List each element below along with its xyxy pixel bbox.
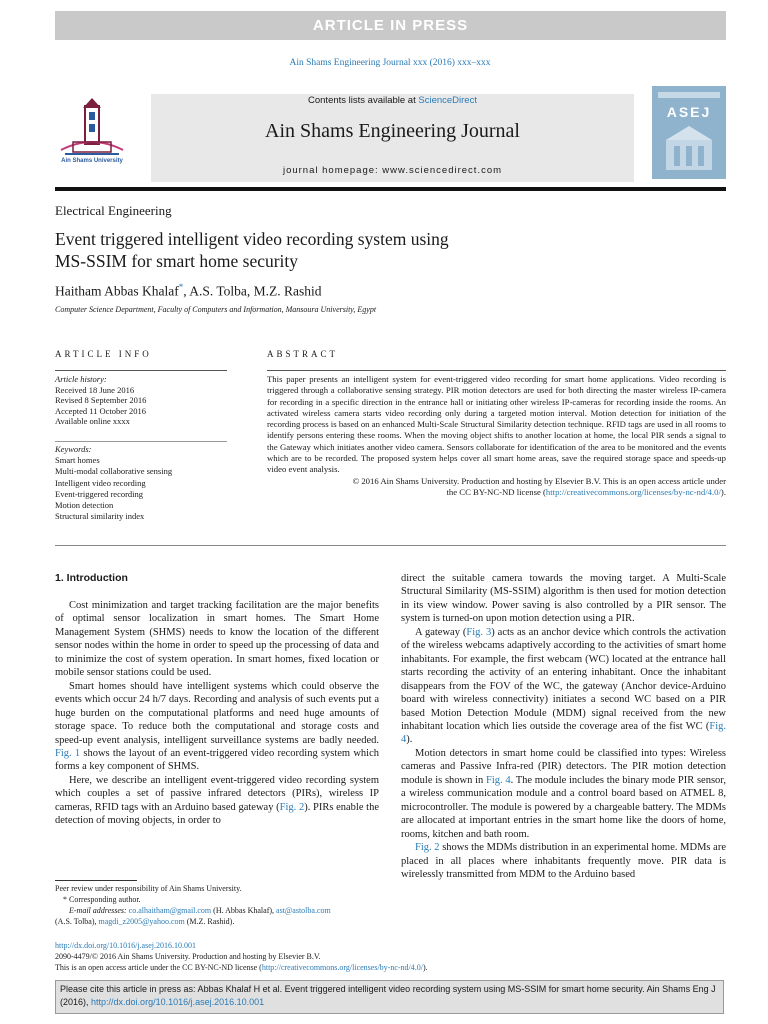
university-logo [55,98,129,172]
email-link[interactable]: magdi_z2005@yahoo.com [98,917,185,926]
article-title-line2: MS-SSIM for smart home security [55,251,299,271]
keyword-list: Keywords: Smart homes Multi-modal collaborative sensing Intelligent video recording Event-triggered recording Motion detection Structural similarity index [55,444,173,522]
abstract-copyright: © 2016 Ain Shams University. Production and hosting by Elsevier B.V. This is an open access article under the CC BY-NC-ND license (http://creativecommons.org/licenses/by-nc-nd/4.0/). [352,475,726,497]
figure-link[interactable]: Fig. 2 [279,801,305,813]
journal-reference-link[interactable]: Ain Shams Engineering Journal xxx (2016) xxx–xxx [289,58,491,68]
paragraph: Cost minimization and target tracking facilitation are the major benefits of optimal sensor localization in smart homes. The Smart Home Management System (SHMS) needs to know the location of the different sensor nodes within the home in order to speed up the processing of data and to minimize the cost of system operation. In smart homes, fixed location or mobile sensor stations could be used. [55,600,379,679]
figure-link[interactable]: Fig. 4 [401,720,726,746]
figure-link[interactable]: Fig. 4 [485,774,511,786]
article-info-rule [55,370,227,371]
email-link[interactable]: co.alhaitham@gmail.com [128,906,212,915]
keyword-item: Structural similarity index [55,511,145,522]
doi-link[interactable]: http://dx.doi.org/10.1016/j.asej.2016.10.001 [55,941,196,950]
body-column-left [55,586,379,828]
article-history: Article history: Received 18 June 2016 Revised 8 September 2016 Accepted 11 October 2016 Available online xxxx [55,374,147,426]
paragraph: A gateway (Fig. 3) acts as an anchor device which controls the activation of the wireless webcams adaptively according to the activities of smart home inhabitants. For example, the first webcam (WC) located at the entrance hall starts recording the activity of an entering inhabitant. Once the inhabitant disappears from the FOV of the WC, the gateway (Anchor device-Arduino board with wireless connectivity) initiates a second WC based on a PIR based Motion Detection Module (MDM) signal received from the new inhabitant location which lies outside the coverage area of the fist WC (Fig. 4). [401,626,726,746]
journal-homepage[interactable]: journal homepage: www.sciencedirect.com [282,165,503,176]
citation-text: Please cite this article in press as: Abbas Khalaf H et al. Event triggered intelligent video recording system using MS-SSIM for smart home security. Ain Shams Eng J (2016), [60,984,716,1007]
keyword-item: Motion detection [55,500,114,511]
keyword-item: Intelligent video recording [55,477,146,488]
cover-title: ASEJ [666,104,712,120]
citation-doi-link[interactable]: http://dx.doi.org/10.1016/j.asej.2016.10.001 [91,996,265,1007]
keyword-item: Smart homes [55,455,100,466]
abstract-rule [267,370,726,371]
logo-caption: Ain Shams University [61,158,123,164]
article-info-heading: ARTICLE INFO [55,349,152,359]
doi-block [55,940,726,973]
figure-link[interactable]: Fig. 2 [415,842,440,854]
article-in-press-banner: ARTICLE IN PRESS [55,11,726,40]
abstract-body [267,374,726,498]
sciencedirect-link[interactable]: ScienceDirect [418,95,477,106]
paragraph: Smart homes should have intelligent systems which could observe the events which occur 24 h/7 days. Recording and analysis of such events put a huge burden on the computational platforms and need huge amounts of storage space. To reduce both the computational and storage costs and speed-up event analysis, intelligent surveillance systems are badly needed. Fig. 1 shows the layout of an event-triggered video recording system which forms a key component of SHMS. [55,680,379,773]
figure-link[interactable]: Fig. 1 [55,747,81,759]
abstract-bottom-rule [55,545,726,546]
license-link[interactable]: http://creativecommons.org/licenses/by-nc-nd/4.0/ [261,963,423,972]
header-rule [55,187,726,191]
keyword-item: Multi-modal collaborative sensing [55,466,173,477]
footnote-rule [55,880,137,881]
email-link[interactable]: ast@astolba.com [276,906,331,915]
open-access-line: This is an open access article under the CC BY-NC-ND license (http://creativecommons.org/licenses/by-nc-nd/4.0/). [55,963,428,972]
section-heading-introduction: 1. Introduction [55,572,128,584]
contents-line: Contents lists available at ScienceDirect [308,95,477,106]
figure-link[interactable]: Fig. 3 [466,626,492,638]
paragraph: Motion detectors in smart home could be classified into types: Wireless cameras and Passive Infra-red (PIR) detectors. The PIR motion detection module is shown in Fig. 4. The module includes the binary mode PIR sensor, a wireless communication module and a control board based on ATMEL 8, microcontroller. The module is powered by a chargeable battery. The MDMs are allocated at important entries in the smart home like the doors of home, rooms, kitchen and bath room. [401,747,726,840]
abstract-text: This paper presents an intelligent system for event-triggered video recording for smart home applications. Video recording is triggered through a collaborative sensing strategy. PIR motion detectors are used for both directing the master wireless IP-camera for recording in a specific direction in the entrance hall or initiating other wireless IP-cameras for recording inside the rooms. An activated wireless camera starts video recording only during a targeted motion interval. Motion detection for initiation of the recording process is based on an enhanced Multi-Scale Structural Similarity detection technique. RFID tags are used in all rooms to identify persons entering these rooms. When the moving object shifts to another location at home, the local PIR sends a signal to the Gateway which initiates another video camera. Sensors collaborate for identification of the area to be monitored and the events which are to be recorded. The proposed system helps cover all smart home areas, save the required storage space and speeds-up video event analysis. [267,374,726,475]
email-addresses: E-mail addresses: co.alhaitham@gmail.com (H. Abbas Khalaf), ast@astolba.com [69,906,331,915]
footnotes: Peer review under responsibility of Ain Shams University. * Corresponding author. E-mail addresses: co.alhaitham@gmail.com (H. Abbas Khalaf), ast@astolba.com (A.S. Tolba), magdi_z2005@yahoo.com (M.Z. Rashid). [55,883,385,927]
issn-line: 2090-4479/© 2016 Ain Shams University. Production and hosting by Elsevier B.V. [55,952,321,961]
section-label: Electrical Engineering [55,203,172,218]
paragraph: Here, we describe an intelligent event-triggered video recording system which couples a set of passive infrared detectors (PIRs), wireless IP cameras, RFID tags with an Arduino based gateway (Fig. 2). PIRs enable the detection of moving objects, in order to [55,774,380,827]
author-first: Haitham Abbas Khalaf [55,283,179,299]
author-rest: , A.S. Tolba, M.Z. Rashid [183,283,322,299]
keywords-rule [55,441,227,442]
paragraph: direct the suitable camera towards the moving target. A Multi-Scale Structural Similarity (MS-SSIM) algorithm is then used for motion detection in its view window. Power saving is also controlled by a PIR sensor. The system is turned-on upon motion detection using a PIR. [401,573,726,625]
affiliation: Computer Science Department, Faculty of Computers and Information, Mansoura University, Egypt [55,305,377,314]
license-link[interactable]: http://creativecommons.org/licenses/by-nc-nd/4.0/ [545,486,721,497]
keyword-item: Event-triggered recording [55,488,144,499]
corresponding-author-note: * Corresponding author. [63,895,141,904]
author-list [55,282,322,300]
peer-review-note: Peer review under responsibility of Ain Shams University. [55,884,242,893]
citation-box [55,980,724,1014]
body-column-right [401,572,726,881]
corresponding-author-mark[interactable]: * [178,282,184,292]
abstract-heading: ABSTRACT [267,349,339,359]
article-title-line1: Event triggered intelligent video recording system using [55,229,449,249]
journal-cover-image [652,86,726,179]
paragraph: Fig. 2 shows the MDMs distribution in an experimental home. MDMs are placed in all places where inhabitants frequently move. PIR data is wirelessly transmitted from MDM to the Arduino based [401,842,726,880]
journal-title: Ain Shams Engineering Journal [265,120,520,142]
article-title [55,228,615,272]
